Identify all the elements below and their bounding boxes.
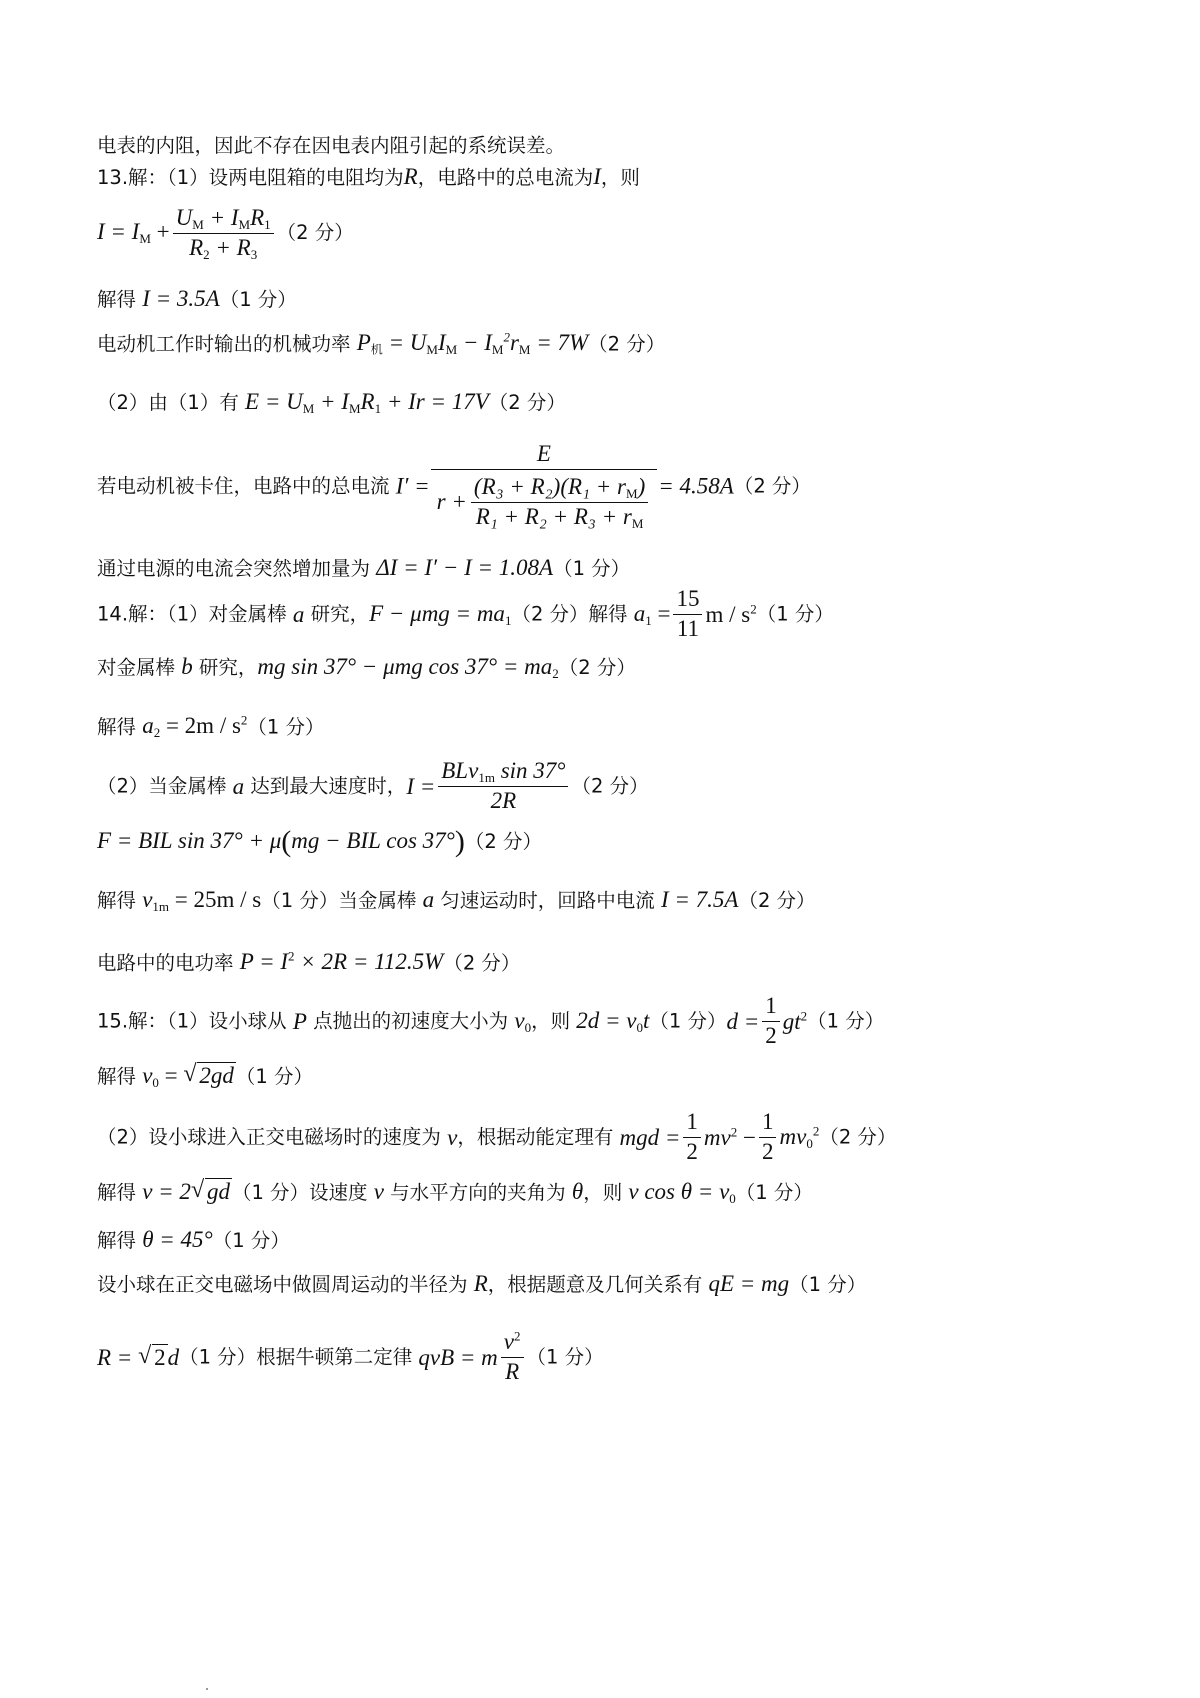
fraction: $\frac{1}{2}$ <box>683 1108 701 1167</box>
text: 13.解：（1）设两电阻箱的电阻均为 <box>97 166 404 189</box>
score: （2 分） <box>738 889 816 912</box>
problem-14-intro: 14.解：（1）对金属棒 a 研究，$F - \mu mg = ma_1(2$ 分）解得 $a_1$ = $\frac{15}{11}$ m / $s^2(1$ 分） <box>97 585 834 644</box>
score: （2 分） <box>571 774 649 798</box>
score: （1 分） <box>735 1181 813 1204</box>
result-v0: 解得 $v_0$ = √ 2gd （1 分） <box>97 1064 313 1089</box>
score: （1 分） <box>179 1345 257 1369</box>
scan-speck <box>206 1688 208 1690</box>
score: （1 分） <box>553 557 631 580</box>
result-a2: 解得 $a_2 = 2m / s^2(1$ 分） <box>97 713 325 741</box>
result-theta: 解得 θ = 45°（1 分） <box>97 1227 290 1252</box>
var: R <box>403 164 418 189</box>
score: （2 分） <box>511 602 589 626</box>
score: （1 分） <box>649 1009 727 1033</box>
score: （1 分） <box>212 1229 290 1252</box>
score: （2 分） <box>733 474 811 498</box>
problem-13-intro <box>97 165 640 188</box>
circular-motion-radius: 设小球在正交电磁场中做圆周运动的半径为 R，根据题意及几何关系有 qE = mg（1 分） <box>97 1271 867 1296</box>
score: （2 分） <box>276 221 354 245</box>
score: （1 分） <box>235 1065 314 1088</box>
text: ，则 <box>600 166 640 189</box>
newton-second-law: R = √ 2d（1 分）根据牛顿第二定律 qvB = m $\frac{v^2}{R}$ （1 分） <box>97 1328 604 1387</box>
max-speed-current: （2）当金属棒 a 达到最大速度时，I = $\frac{BLv_{1m} \sin 37^\circ}{2R}$ （2 分） <box>97 757 649 816</box>
electric-power: 电路中的电功率 $P = I^2 \times 2R = 112.5W(2$ 分） <box>97 949 521 975</box>
square-root: √ 2gd <box>183 1064 236 1087</box>
fraction: $\frac{15}{11}$ <box>673 585 702 644</box>
score: （2 分） <box>819 1125 897 1149</box>
fraction: $\frac{1}{2}$ <box>759 1108 777 1167</box>
var: I <box>593 164 601 189</box>
score: （2 分） <box>558 656 636 679</box>
fraction: E r + $\frac{(R_3 + R_2)(R_1 + r_M)}{R_1 + R_2 + R_3 + r_M}$ <box>434 440 655 532</box>
score: （1 分） <box>526 1345 604 1369</box>
score: （1 分） <box>231 1181 310 1204</box>
score: （1 分） <box>789 1273 867 1296</box>
kinetic-energy-theorem: （2）设小球进入正交电磁场时的速度为 v，根据动能定理有 mgd = $\frac{1}{2}$ $mv^2$ − $\frac{1}{2}$ $mv_0^2(2$ 分） <box>97 1108 896 1167</box>
score: （2 分） <box>443 951 521 975</box>
square-root: √ 2 <box>138 1346 168 1369</box>
fraction: $\frac{1}{2}$ <box>762 992 780 1051</box>
stalled-motor-current: 若电动机被卡住，电路中的总电流 I′ = E r + $\frac{(R_3 + R_2)(R_1 + r_M)}{R_1 + R_2 + R_3 + r_M}$ = 4.58A（2 分） <box>97 441 811 531</box>
score: （2 分） <box>464 830 542 853</box>
fraction: $\frac{BLv_{1m} \sin 37^\circ}{2R}$ <box>438 757 568 816</box>
math: $I = I_M$ + <box>97 219 170 247</box>
text-line: 电表的内阻，因此不存在因电表内阻引起的系统误差。 <box>97 134 566 157</box>
score: （1 分） <box>219 288 297 311</box>
score: （2 分） <box>488 391 566 414</box>
force-balance: F = BIL sin 37° + μ(mg − BIL cos 37°)（2 分） <box>97 825 542 858</box>
result-v1m: 解得 $v_{1m} = 25m / s(1$ 分）当金属棒 a 匀速运动时，回路中电流 I = 7.5A（2 分） <box>97 887 816 914</box>
fraction: $\frac{U_M + I_MR_1}{R_2 + R_3}$ <box>173 204 274 263</box>
problem-15-intro: 15.解：（1）设小球从 P 点抛出的初速度大小为 $v_0$，则 $2d = v_0t(1$ 分）d = $\frac{1}{2}$ $gt^2(1$ 分） <box>97 992 884 1051</box>
mechanical-power-line: 电动机工作时输出的机械功率 $P_机 = U_MI_M - I_M^2r_M = 7W(2$ 分） <box>97 330 666 358</box>
result-v-angle: 解得 v = 2√ gd （1 分）设速度 v 与水平方向的夹角为 θ，则 v $\cos \theta = v_0(1$ 分） <box>97 1180 813 1205</box>
fraction: $\frac{v^2}{R}$ <box>501 1328 524 1387</box>
score: （1 分） <box>261 889 339 912</box>
score: （1 分） <box>247 715 325 739</box>
equation-total-current <box>97 204 354 263</box>
score: （1 分） <box>807 1009 885 1033</box>
current-increase-line: 通过电源的电流会突然增加量为 ΔI = I′ − I = 1.08A（1 分） <box>97 555 631 580</box>
text: ，电路中的总电流为 <box>417 166 594 189</box>
score: （2 分） <box>588 332 666 356</box>
rod-b-line: 对金属棒 b 研究，mg sin 37° − μmg $\cos 37^\circ = ma_2(2$ 分） <box>97 654 636 681</box>
result-line: 解得 I = 3.5A（1 分） <box>97 286 297 311</box>
score: （1 分） <box>756 602 834 626</box>
emf-line: （2）由（1）有 $E = U_M + I_MR_1 + Ir = 17V(2$ 分） <box>97 389 566 416</box>
square-root: √ gd <box>191 1180 232 1203</box>
